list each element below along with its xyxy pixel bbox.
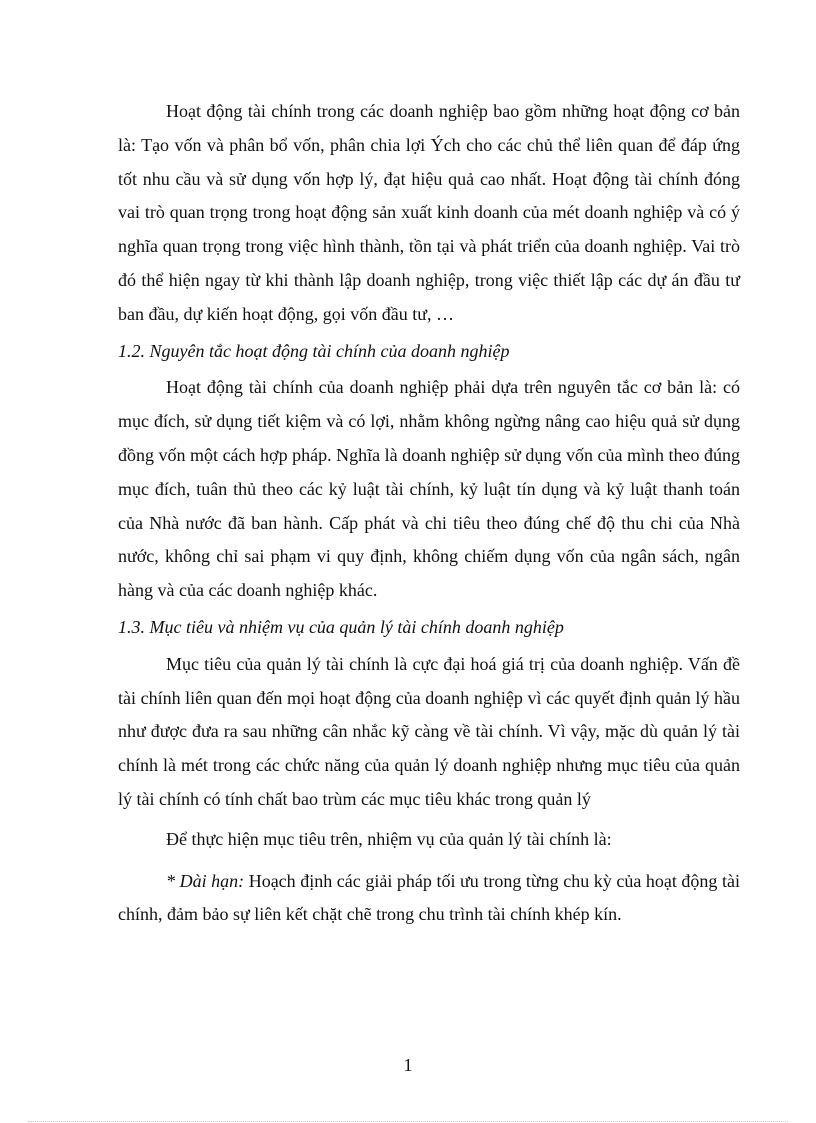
section-heading-1-3: 1.3. Mục tiêu và nhiệm vụ của quản lý tài chính doanh nghiệp [118,616,564,637]
paragraph-long-term-task [118,865,740,933]
document-page [118,95,740,932]
paragraph-financial-principles: Hoạt động tài chính của doanh nghiệp phải dựa trên nguyên tắc cơ bản là: có mục đích, sử dụng tiết kiệm và có lợi, nhằm không ngừng nâng cao hiệu quả sử dụng đồng vốn một cách hợp pháp. Nghĩa là doanh nghiệp sử dụng vốn của mình theo đúng mục đích, tuân thủ theo các kỷ luật tài chính, kỷ luật tín dụng và kỷ luật thanh toán của Nhà nước đã ban hành. Cấp phát và chi tiêu theo đúng chế độ thu chi của Nhà nước, không chỉ sai phạm vi quy định, không chiếm dụng vốn của ngân sách, ngân hàng và của các doanh nghiệp khác. [118,377,740,601]
paragraph-tasks-intro: Để thực hiện mục tiêu trên, nhiệm vụ của quản lý tài chính là: [166,828,612,849]
page-number: 1 [403,1055,413,1075]
paragraph-financial-activities: Hoạt động tài chính trong các doanh nghiệp bao gồm những hoạt động cơ bản là: Tạo vốn và phân bổ vốn, phân chia lợi Ých cho các chủ thể liên quan để đáp ứng tốt nhu cầu và sử dụng vốn hợp lý, đạt hiệu quả cao nhất. Hoạt động tài chính đóng vai trò quan trọng trong hoạt động sản xuất kinh doanh của mét doanh nghiệp và có ý nghĩa quan trọng trong việc hình thành, tồn tại và phát triển của doanh nghiệp. Vai trò đó thể hiện ngay từ khi thành lập doanh nghiệp, trong việc thiết lập các dự án đầu tư ban đầu, dự kiến hoạt động, gọi vốn đầu tư, … [118,101,740,324]
footer-divider [28,1121,788,1122]
long-term-text: Hoạch định các giải pháp tối ưu trong từng chu kỳ của hoạt động tài chính, đảm bảo sự liên kết chặt chẽ trong chu trình tài chính khép kín. [118,870,740,925]
long-term-label: * Dài hạn: [166,870,245,891]
paragraph-management-objectives: Mục tiêu của quản lý tài chính là cực đại hoá giá trị của doanh nghiệp. Vấn đề tài chính liên quan đến mọi hoạt động của doanh nghiệp vì các quyết định quản lý hầu như được đưa ra sau những cân nhắc kỹ càng về tài chính. Vì vậy, mặc dù quản lý tài chính là mét trong các chức năng của quản lý doanh nghiệp nhưng mục tiêu của quản lý tài chính có tính chất bao trùm các mục tiêu khác trong quản lý [118,653,740,809]
section-heading-1-2: 1.2. Nguyên tắc hoạt động tài chính của doanh nghiệp [118,340,510,361]
